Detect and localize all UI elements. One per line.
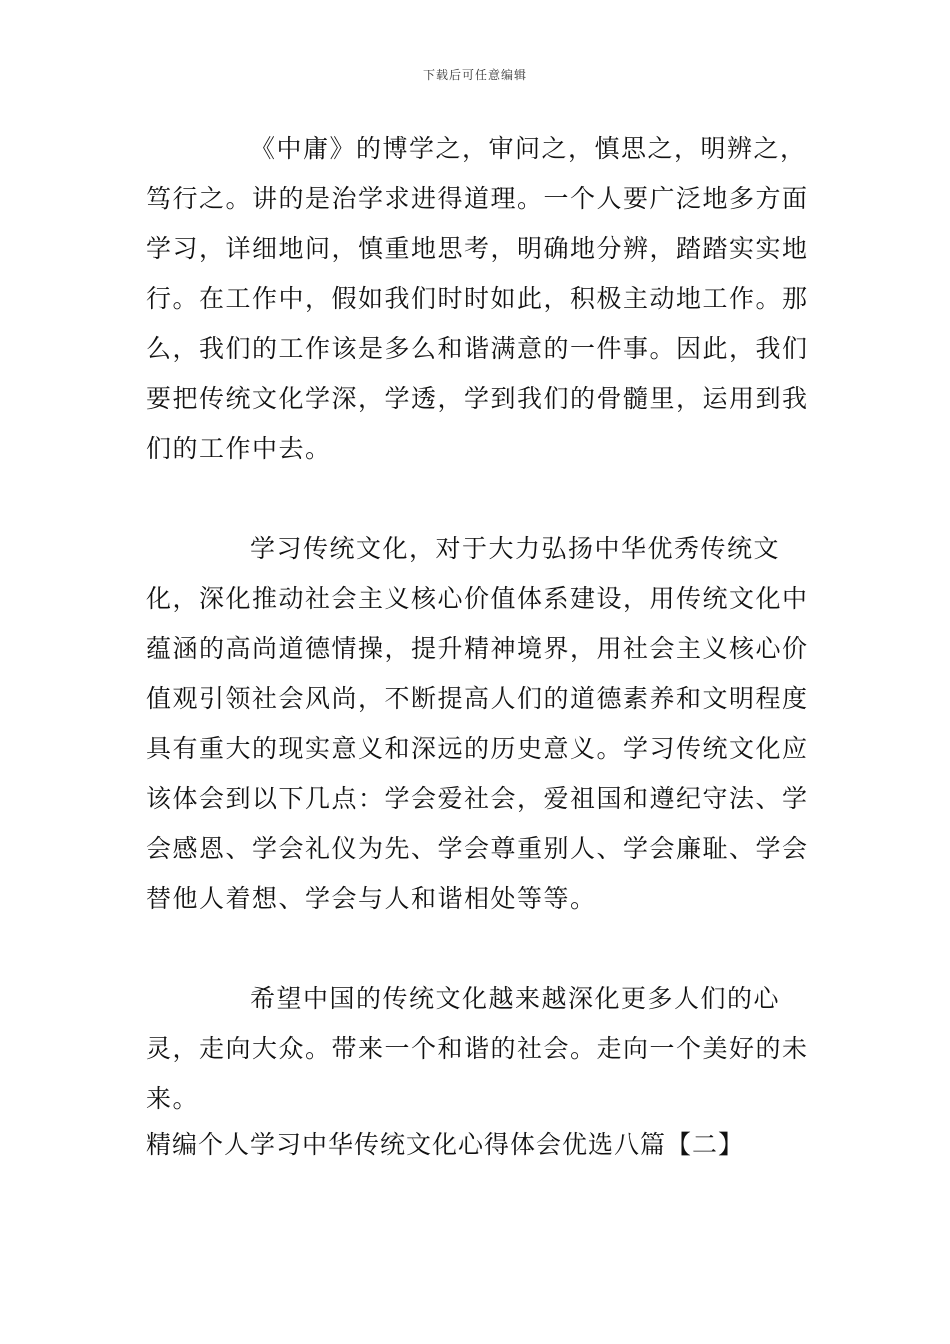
paragraph-text: 学习传统文化，对于大力弘扬中华优秀传统文化，深化推动社会主义核心价值体系建设，用传统文化中蕴涵的高尚道德情操，提升精神境界，用社会主义核心价值观引领社会风尚，不断提高人们的道德素养和文明程度具有重大的现实意义和深远的历史意义。学习传统文化应该体会到以下几点：学会爱社会，爱祖国和遵纪守法、学会感恩、学会礼仪为先、学会尊重别人、学会廉耻、学会替他人着想、学会与人和谐相处等等。 bbox=[146, 534, 809, 913]
paragraph-text: 《中庸》的博学之，审问之，慎思之，明辨之，笃行之。讲的是治学求进得道理。一个人要广泛地多方面学习，详细地问，慎重地思考，明确地分辨，踏踏实实地行。在工作中，假如我们时时如此，积极主动地工作。那么，我们的工作该是多么和谐满意的一件事。因此，我们要把传统文化学深，学透，学到我们的骨髓里，运用到我们的工作中去。 bbox=[146, 134, 809, 463]
section-heading: 精编个人学习中华传统文化心得体会优选八篇【二】 bbox=[146, 1130, 745, 1159]
paragraph-text: 希望中国的传统文化越来越深化更多人们的心灵，走向大众。带来一个和谐的社会。走向一个美好的未来。 bbox=[146, 984, 809, 1113]
header-note: 下载后可任意编辑 bbox=[422, 68, 527, 82]
paragraph-traditional-culture bbox=[146, 524, 822, 924]
paragraph-hope bbox=[146, 974, 822, 1124]
paragraph-zhongyong bbox=[146, 124, 822, 474]
